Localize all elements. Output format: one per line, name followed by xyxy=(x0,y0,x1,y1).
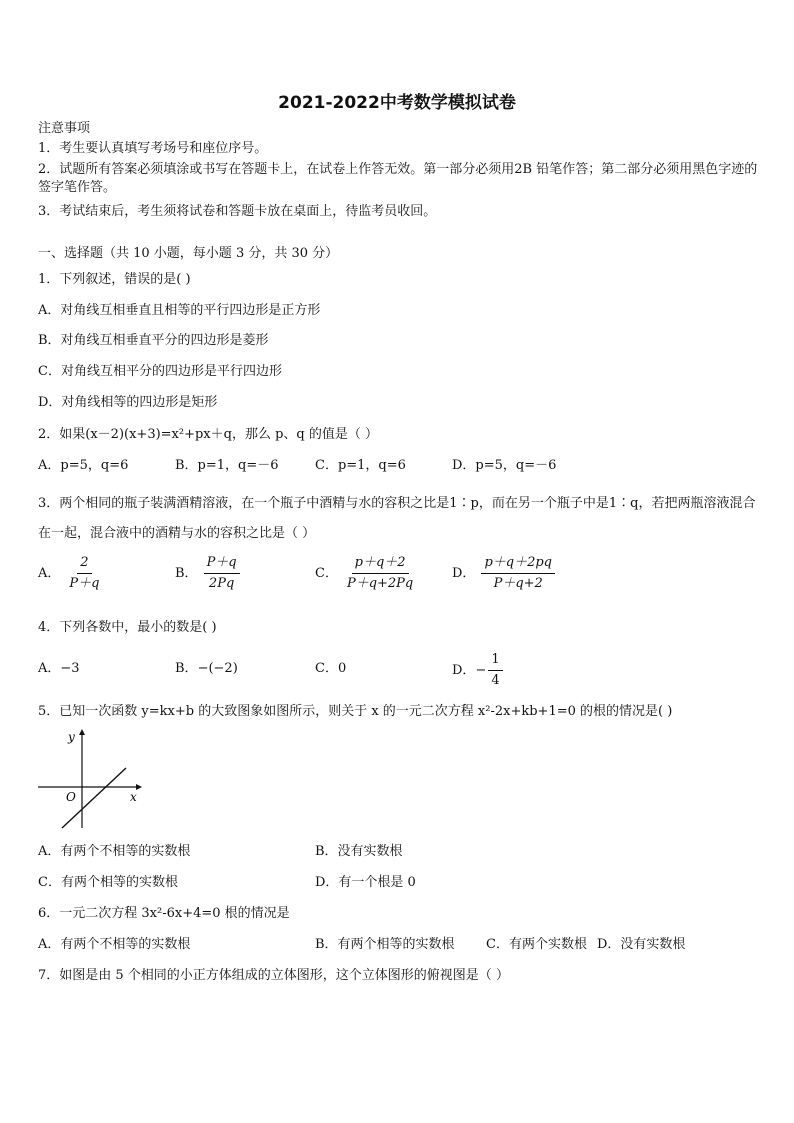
option-label: C． xyxy=(315,661,338,676)
notice-heading: 注意事项 xyxy=(38,121,91,136)
question-3-stem: 3．两个相同的瓶子装满酒精溶液，在一个瓶子中酒精与水的容积之比是1∶p，而在另一个瓶子中是1∶q，若把两瓶溶液混合在一起，混合液中的酒精与水的容积之比是（ ） xyxy=(38,496,756,541)
fraction xyxy=(481,554,555,593)
notice-item-3: 3．考试结束后，考生须将试卷和答题卡放在桌面上，待监考员收回。 xyxy=(38,204,437,219)
question-4-option-c[interactable] xyxy=(315,660,346,678)
x-axis-arrow xyxy=(136,784,142,790)
question-2-option-a[interactable]: A．p=5，q=6 xyxy=(38,458,129,473)
question-2-option-b[interactable]: B．p=1，q=－6 xyxy=(175,458,279,473)
fraction-numerator: 2 xyxy=(77,554,91,574)
question-1-stem: 1．下列叙述，错误的是( ) xyxy=(38,272,191,287)
exam-title: 2021-2022中考数学模拟试卷 xyxy=(278,93,516,113)
option-label: A． xyxy=(38,661,61,676)
y-axis-label: y xyxy=(68,730,75,744)
question-2-option-c[interactable]: C．p=1，q=6 xyxy=(315,458,406,473)
option-value: −3 xyxy=(60,661,80,676)
question-6-option-d[interactable]: D．没有实数根 xyxy=(597,937,686,952)
question-2-stem: 2．如果(x－2)(x+3)=x²+px＋q，那么 p、q 的值是（ ） xyxy=(38,427,378,442)
section-heading: 一、选择题（共 10 小题，每小题 3 分，共 30 分） xyxy=(38,246,339,261)
question-1-option-a[interactable]: A．对角线互相垂直且相等的平行四边形是正方形 xyxy=(38,303,321,318)
fraction-numerator: p＋q＋2 xyxy=(352,554,409,574)
fraction xyxy=(488,651,502,690)
notice-item-2: 2．试题所有答案必须填涂或书写在答题卡上，在试卷上作答无效。第一部分必须用2B 铅笔作答；第二部分必须用黑色字迹的签字笔作答。 xyxy=(38,162,758,195)
question-4-option-b[interactable] xyxy=(175,660,238,678)
fraction-numerator: p＋q＋2pq xyxy=(481,554,555,574)
negative-sign: − xyxy=(475,663,487,678)
fraction-denominator: P＋q+2 xyxy=(493,576,543,591)
option-label: B． xyxy=(175,661,198,676)
option-value: −(−2) xyxy=(197,661,238,676)
question-6-stem: 6．一元二次方程 3x²-6x+4=0 根的情况是 xyxy=(38,906,290,921)
question-7-stem: 7．如图是由 5 个相同的小正方体组成的立体图形，这个立体图形的俯视图是（ ） xyxy=(38,968,509,983)
question-5-stem: 5．已知一次函数 y=kx+b 的大致图象如图所示，则关于 x 的一元二次方程 x²-2x+kb+1=0 的根的情况是( ) xyxy=(38,704,673,719)
question-4-stem: 4．下列各数中，最小的数是( ) xyxy=(38,620,217,635)
question-6-option-b[interactable]: B．有两个相等的实数根 xyxy=(315,937,455,952)
option-label: B． xyxy=(175,566,198,581)
question-5-option-c[interactable]: C．有两个相等的实数根 xyxy=(38,875,178,890)
fraction xyxy=(344,554,416,593)
question-5-option-b[interactable]: B．没有实数根 xyxy=(315,844,403,859)
fraction-numerator: 1 xyxy=(488,651,502,671)
option-value: 0 xyxy=(337,661,347,676)
question-4-option-a[interactable] xyxy=(38,660,80,678)
question-1-option-b[interactable]: B．对角线互相垂直平分的四边形是菱形 xyxy=(38,333,269,348)
fraction xyxy=(66,554,102,593)
question-3-option-b[interactable] xyxy=(175,554,240,593)
question-2-option-d[interactable]: D．p=5，q=－6 xyxy=(452,458,557,473)
fraction-denominator: 4 xyxy=(491,673,500,688)
question-6-option-a[interactable]: A．有两个不相等的实数根 xyxy=(38,937,191,952)
fraction xyxy=(204,554,240,593)
fraction-numerator: P＋q xyxy=(204,554,240,574)
question-3-option-d[interactable] xyxy=(452,554,555,593)
fraction-denominator: 2Pq xyxy=(208,576,235,591)
option-label: D． xyxy=(452,663,476,678)
question-1-option-c[interactable]: C．对角线互相平分的四边形是平行四边形 xyxy=(38,364,282,379)
option-label: D． xyxy=(452,566,476,581)
question-4-option-d[interactable] xyxy=(452,651,503,690)
question-5-option-a[interactable]: A．有两个不相等的实数根 xyxy=(38,844,191,859)
x-axis-label: x xyxy=(130,790,137,804)
notice-item-1: 1．考生要认真填写考场号和座位序号。 xyxy=(38,141,268,156)
fraction-denominator: P＋q xyxy=(69,576,100,591)
fraction-denominator: P＋q+2Pq xyxy=(346,576,414,591)
linear-function-graph xyxy=(34,728,144,830)
question-3-option-c[interactable] xyxy=(315,554,416,593)
y-axis-arrow xyxy=(79,729,85,735)
question-3-option-a[interactable] xyxy=(38,554,102,593)
question-5-option-d[interactable]: D．有一个根是 0 xyxy=(315,875,416,890)
question-1-option-d[interactable]: D．对角线相等的四边形是矩形 xyxy=(38,395,218,410)
origin-label: O xyxy=(66,790,76,804)
option-label: A． xyxy=(38,566,61,581)
option-label: C． xyxy=(315,566,338,581)
question-6-option-c[interactable]: C．有两个实数根 xyxy=(486,937,587,952)
